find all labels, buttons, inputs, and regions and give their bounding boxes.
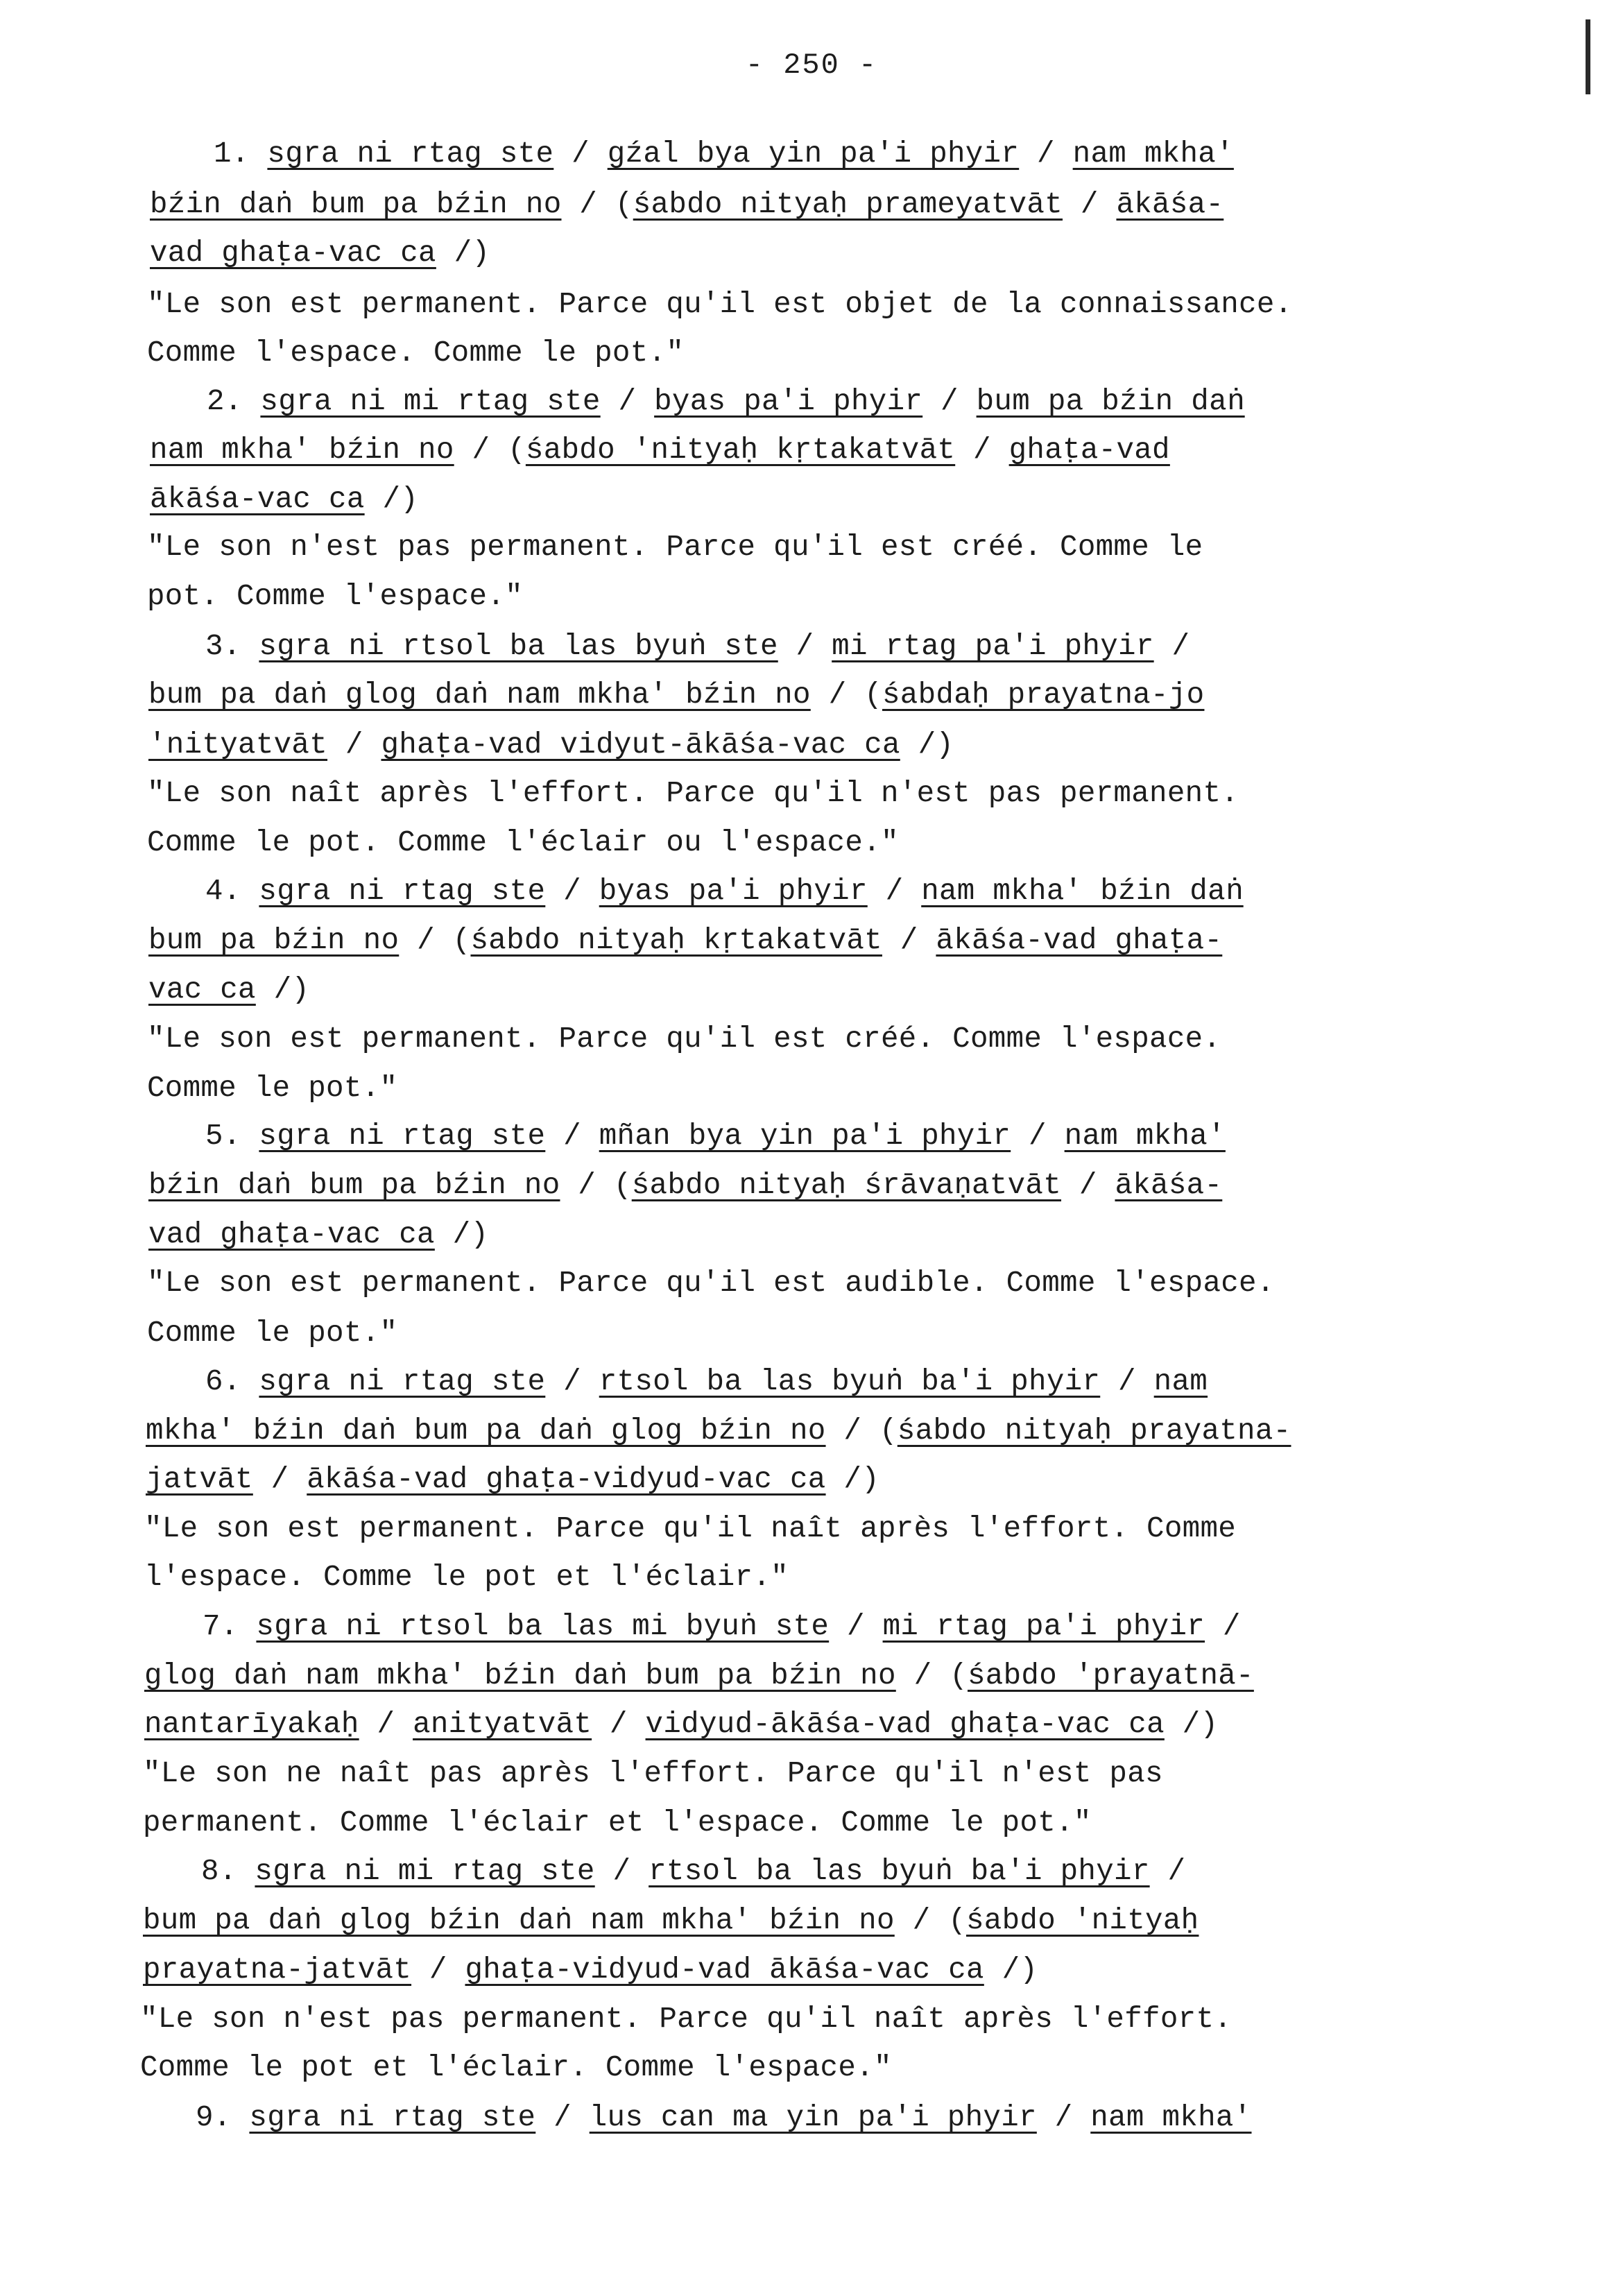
text-line — [147, 526, 1203, 568]
text-segment: l'espace. Comme le pot et l'éclair." — [144, 1561, 789, 1594]
text-segment: / — [1011, 1120, 1065, 1153]
text-line — [146, 1410, 1291, 1452]
underlined-segment: ghaṭa-vad — [1008, 434, 1170, 467]
text-segment: 8. — [201, 1855, 255, 1888]
underlined-segment: bźin daṅ bum pa bźin no — [148, 1169, 560, 1202]
underlined-segment: vac ca — [148, 973, 256, 1006]
underlined-segment: bźin daṅ bum pa bźin no — [150, 188, 562, 221]
underlined-segment: sgra ni rtag ste — [249, 2101, 536, 2134]
text-line — [143, 1753, 1163, 1794]
underlined-segment: sgra ni rtag ste — [259, 1365, 546, 1398]
text-segment: / — [411, 1953, 465, 1987]
underlined-segment: gźal bya yin pa'i phyir — [607, 137, 1020, 171]
text-segment: 9. — [196, 2101, 250, 2134]
text-segment: / — [359, 1708, 413, 1741]
underlined-segment: 'nityatvāt — [148, 728, 328, 762]
text-line — [147, 822, 899, 864]
text-line — [205, 1115, 1226, 1157]
page-number: - 250 - — [745, 49, 878, 82]
text-line — [214, 133, 1234, 175]
underlined-segment: ghaṭa-vidyud-vad ākāśa-vac ca — [465, 1953, 984, 1987]
underlined-segment: nam mkha' — [1064, 1120, 1226, 1153]
text-line — [150, 479, 418, 520]
text-segment: /) — [984, 1953, 1038, 1987]
underlined-segment: bum pa daṅ glog bźin daṅ nam mkha' bźin no — [143, 1904, 895, 1937]
underlined-segment: śabdo nityaḥ prayatna- — [897, 1414, 1291, 1448]
underlined-segment: śabdo nityaḥ kṛtakatvāt — [470, 924, 882, 957]
underlined-segment: sgra ni rtsol ba las mi byuṅ ste — [256, 1610, 830, 1643]
text-line — [148, 969, 309, 1011]
text-segment: / — [545, 875, 599, 908]
underlined-segment: ghaṭa-vad vidyut-ākāśa-vac ca — [381, 728, 900, 762]
text-segment: 4. — [205, 875, 259, 908]
underlined-segment: bum pa daṅ glog daṅ nam mkha' bźin no — [148, 678, 811, 712]
text-segment: "Le son est permanent. Parce qu'il est objet de la connaissance. — [147, 288, 1293, 321]
text-segment: "Le son n'est pas permanent. Parce qu'il est créé. Comme le — [147, 531, 1203, 564]
text-line — [147, 773, 1239, 814]
text-line — [147, 576, 523, 617]
underlined-segment: ākāśa-vad ghaṭa-vidyud-vac ca — [307, 1463, 826, 1496]
text-segment: 3. — [205, 630, 259, 663]
text-line — [147, 1018, 1221, 1060]
text-segment: / ( — [560, 1169, 632, 1202]
text-segment: / — [1036, 2101, 1091, 2134]
text-segment: 2. — [207, 385, 261, 418]
underlined-segment: lus can ma yin pa'i phyir — [589, 2101, 1037, 2134]
underlined-segment: ākāśa- — [1115, 1169, 1223, 1202]
text-segment: / — [545, 1365, 599, 1398]
underlined-segment: vad ghaṭa-vac ca — [148, 1218, 435, 1251]
text-segment: Comme l'espace. Comme le pot." — [147, 336, 685, 370]
underlined-segment: śabdo nityaḥ prameyatvāt — [633, 188, 1063, 221]
text-line — [205, 1361, 1208, 1403]
text-line — [144, 1557, 789, 1598]
underlined-segment: byas pa'i phyir — [654, 385, 923, 418]
text-segment: 5. — [205, 1120, 259, 1153]
text-line — [203, 1606, 1241, 1647]
underlined-segment: mi rtag pa'i phyir — [832, 630, 1154, 663]
text-segment: / — [1205, 1610, 1241, 1643]
text-segment: /) — [900, 728, 954, 762]
underlined-segment: śabdaḥ prayatna-jo — [882, 678, 1205, 712]
text-segment: / — [600, 385, 655, 418]
text-segment: "Le son ne naît pas après l'effort. Parce qu'il n'est pas — [143, 1757, 1163, 1790]
text-line — [207, 381, 1245, 422]
text-segment: / — [1061, 1169, 1115, 1202]
text-segment: /) — [825, 1463, 879, 1496]
text-segment: 7. — [203, 1610, 257, 1643]
text-segment: / — [592, 1708, 646, 1741]
underlined-segment: nam — [1153, 1365, 1208, 1398]
text-segment: / ( — [894, 1904, 966, 1937]
underlined-segment: śabdo 'prayatnā- — [968, 1659, 1254, 1693]
underlined-segment: byas pa'i phyir — [599, 875, 868, 908]
text-segment: /) — [1164, 1708, 1219, 1741]
text-segment: / — [829, 1610, 883, 1643]
underlined-segment: mkha' bźin daṅ bum pa daṅ glog bźin no — [146, 1414, 826, 1448]
underlined-segment: anityatvāt — [413, 1708, 592, 1741]
underlined-segment: sgra ni mi rtag ste — [260, 385, 601, 418]
text-segment: Comme le pot." — [147, 1317, 398, 1350]
text-segment: Comme le pot." — [147, 1072, 398, 1105]
text-segment: / — [1100, 1365, 1154, 1398]
underlined-segment: sgra ni mi rtag ste — [255, 1855, 595, 1888]
text-segment: /) — [255, 973, 310, 1006]
text-line — [148, 1214, 488, 1256]
underlined-segment: bum pa bźin daṅ — [976, 385, 1245, 418]
text-line — [144, 1655, 1254, 1697]
underlined-segment: ākāśa-vac ca — [150, 483, 365, 516]
text-segment: Comme le pot. Comme l'éclair ou l'espace." — [147, 826, 899, 859]
underlined-segment: nam mkha' bźin daṅ — [921, 875, 1244, 908]
text-segment: /) — [436, 237, 490, 270]
text-line — [205, 871, 1244, 912]
text-line — [144, 1704, 1218, 1745]
text-line — [150, 232, 490, 274]
text-segment: / — [594, 1855, 649, 1888]
text-line — [143, 1900, 1199, 1942]
underlined-segment: vidyud-ākāśa-vad ghaṭa-vac ca — [645, 1708, 1165, 1741]
underlined-segment: śabdo nityaḥ śrāvaṇatvāt — [631, 1169, 1062, 1202]
text-line — [147, 332, 684, 374]
text-segment: "Le son naît après l'effort. Parce qu'il n'est pas permanent. — [147, 777, 1239, 810]
text-line — [205, 626, 1190, 667]
text-line — [143, 1802, 1092, 1844]
text-segment: / — [535, 2101, 590, 2134]
text-segment: / — [252, 1463, 307, 1496]
underlined-segment: rtsol ba las byuṅ ba'i phyir — [649, 1855, 1150, 1888]
text-segment: "Le son est permanent. Parce qu'il naît après l'effort. Comme — [144, 1512, 1237, 1545]
underlined-segment: sgra ni rtag ste — [267, 137, 554, 171]
underlined-segment: vad ghaṭa-vac ca — [150, 237, 436, 270]
text-segment: permanent. Comme l'éclair et l'espace. Comme le pot." — [143, 1806, 1092, 1840]
underlined-segment: sgra ni rtsol ba las byuṅ ste — [259, 630, 778, 663]
underlined-segment: rtsol ba las byuṅ ba'i phyir — [599, 1365, 1101, 1398]
text-segment: / — [922, 385, 977, 418]
text-segment: / — [553, 137, 608, 171]
text-segment: / ( — [561, 188, 633, 221]
underlined-segment: sgra ni rtag ste — [259, 1120, 546, 1153]
text-segment: / — [1149, 1855, 1186, 1888]
text-line — [196, 2097, 1252, 2139]
text-segment: / ( — [895, 1659, 968, 1693]
text-segment: / — [545, 1120, 599, 1153]
text-line — [143, 1949, 1038, 1991]
text-line — [148, 920, 1222, 961]
text-segment: / ( — [399, 924, 471, 957]
text-line — [147, 1262, 1275, 1304]
text-line — [201, 1851, 1185, 1892]
text-line — [150, 184, 1223, 225]
text-line — [147, 1312, 397, 1354]
underlined-segment: mi rtag pa'i phyir — [882, 1610, 1205, 1643]
text-segment: pot. Comme l'espace." — [147, 580, 523, 613]
underlined-segment: sgra ni rtag ste — [259, 875, 546, 908]
underlined-segment: nam mkha' — [1090, 2101, 1252, 2134]
text-line — [147, 284, 1292, 325]
text-segment: / — [867, 875, 922, 908]
underlined-segment: ākāśa- — [1116, 188, 1224, 221]
text-segment: 1. — [214, 137, 268, 171]
underlined-segment: jatvāt — [146, 1463, 253, 1496]
text-segment: "Le son est permanent. Parce qu'il est créé. Comme l'espace. — [147, 1022, 1221, 1056]
underlined-segment: ākāśa-vad ghaṭa- — [936, 924, 1223, 957]
underlined-segment: nantarīyakaḥ — [144, 1708, 359, 1741]
text-line — [140, 1998, 1232, 2040]
underlined-segment: mñan bya yin pa'i phyir — [599, 1120, 1011, 1153]
text-segment: / — [1019, 137, 1073, 171]
text-segment: / — [778, 630, 832, 663]
text-segment: / — [882, 924, 936, 957]
text-line — [148, 1165, 1222, 1206]
text-line — [146, 1459, 879, 1500]
text-segment: 6. — [205, 1365, 259, 1398]
text-segment: / — [1063, 188, 1117, 221]
text-line — [148, 724, 954, 766]
text-line — [150, 429, 1170, 471]
text-segment: /) — [364, 483, 419, 516]
text-segment: "Le son n'est pas permanent. Parce qu'il naît après l'effort. — [140, 2003, 1233, 2036]
text-line — [147, 1068, 397, 1109]
underlined-segment: śabdo 'nityaḥ — [966, 1904, 1199, 1937]
underlined-segment: prayatna-jatvāt — [143, 1953, 412, 1987]
text-segment: Comme le pot et l'éclair. Comme l'espace." — [140, 2051, 892, 2084]
text-line — [140, 2047, 892, 2089]
text-segment: / ( — [810, 678, 882, 712]
text-segment: "Le son est permanent. Parce qu'il est audible. Comme l'espace. — [147, 1267, 1275, 1300]
text-segment: / — [327, 728, 381, 762]
underlined-segment: glog daṅ nam mkha' bźin daṅ bum pa bźin no — [144, 1659, 896, 1693]
underlined-segment: nam mkha' — [1072, 137, 1234, 171]
text-segment: / ( — [454, 434, 526, 467]
text-line — [144, 1508, 1236, 1550]
text-segment: / — [1153, 630, 1190, 663]
text-line — [148, 674, 1204, 716]
underlined-segment: nam mkha' bźin no — [150, 434, 454, 467]
text-segment: /) — [434, 1218, 489, 1251]
underlined-segment: bum pa bźin no — [148, 924, 400, 957]
text-segment: / ( — [825, 1414, 898, 1448]
text-segment: / — [955, 434, 1009, 467]
underlined-segment: śabdo 'nityaḥ kṛtakatvāt — [525, 434, 956, 467]
